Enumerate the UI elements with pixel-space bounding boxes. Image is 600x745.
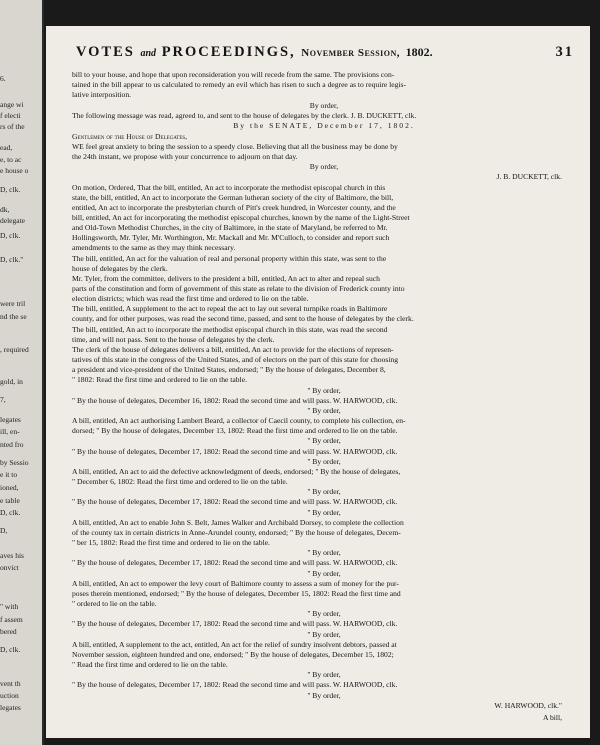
text-line: " By order, — [307, 387, 341, 395]
margin-fragment: f electi — [0, 111, 21, 120]
margin-fragment: ange wi — [0, 100, 24, 109]
head-title-votes: VOTES — [76, 44, 135, 60]
margin-fragment: ioned, — [0, 483, 19, 492]
text-line: parts of the constitution and form of government of this state as relate to the division of Frederick county into — [72, 285, 405, 293]
margin-fragment: e table — [0, 496, 20, 505]
margin-fragment: " with — [0, 602, 19, 611]
text-line: tained in the bill appear to us calculated to remedy an evil which has risen to such a degree as to require legis- — [72, 81, 407, 89]
margin-fragment: e it to — [0, 470, 18, 479]
margin-fragment: e house o — [0, 166, 29, 175]
text-line: WE feel great anxiety to bring the session to a speedy close. Believing that all the business may be done by — [72, 143, 398, 151]
text-line: November session, eighteen hundred and one, endorsed; " By the house of delegates, December 15, 1802; — [72, 651, 394, 659]
text-line: " ber 15, 1802: Read the first time and ordered to lie on the table. — [72, 539, 270, 547]
margin-fragment: gold, in — [0, 377, 23, 386]
text-line: By order, — [309, 163, 339, 171]
margin-fragment: nd the se — [0, 312, 27, 321]
text-line: Mr. Tyler, from the committee, delivers to the president a bill, entitled, An act to alter and repeal such — [72, 275, 380, 283]
margin-fragment: D, — [0, 526, 8, 535]
text-line: time, and will not pass. Sent to the house of delegates by the clerk. — [72, 336, 275, 344]
text-line: " By the house of delegates, December 17, 1802: Read the second time and will pass. W. HARWOOD, clk. — [72, 498, 398, 506]
margin-fragment: 6. — [0, 74, 6, 83]
text-line: " By the house of delegates, December 17, 1802: Read the second time and will pass. W. HARWOOD, clk. — [72, 448, 398, 456]
text-line: Gentlemen of the House of Delegates, — [72, 133, 188, 141]
text-line: " By order, — [307, 610, 341, 618]
text-line: The following message was read, agreed to, and sent to the house of delegates by the clerk. J. B. DUCKETT, clk. — [72, 112, 417, 120]
head-title-proceedings: PROCEEDINGS, — [161, 44, 296, 60]
text-line: " December 6, 1802: Read the first time and ordered to lie on the table. — [72, 478, 288, 486]
margin-fragment: by Sessio — [0, 458, 29, 467]
margin-fragment: legates — [0, 415, 21, 424]
margin-fragment: D, clk. — [0, 231, 21, 240]
text-line: " By the house of delegates, December 16, 1802: Read the second time and will pass. W. HARWOOD, clk. — [72, 397, 398, 405]
text-line: bill to your house, and hope that upon reconsideration you will recede from the same. The provisions con- — [72, 71, 395, 79]
text-line: By order, — [309, 102, 339, 110]
text-line: " By order, — [307, 671, 341, 679]
text-line: A bill, entitled, A supplement to the act, entitled, An act for the relief of sundry insolvent debtors, passed at — [72, 641, 397, 649]
text-line: " By the house of delegates, December 17, 1802: Read the second time and will pass. W. HARWOOD, clk. — [72, 620, 398, 628]
margin-fragment: D, clk. — [0, 185, 21, 194]
margin-fragment: uction — [0, 691, 19, 700]
text-line: " By the house of delegates, December 17, 1802: Read the second time and will pass. W. HARWOOD, clk. — [72, 681, 398, 689]
margin-fragment: e, to ac — [0, 155, 22, 164]
text-line: " By order, — [307, 631, 341, 639]
text-line: A bill, entitled, An act authorising Lambert Beard, a collector of Caecil county, to complete his collection, en- — [72, 417, 406, 425]
text-line: a president and vice-president of the United States, endorsed; " By the house of delegates, December 8, — [72, 366, 386, 374]
text-line: " By order, — [307, 549, 341, 557]
text-line: " ordered to lie on the table. — [72, 600, 157, 608]
text-line: On motion, Ordered, That the bill, entitled, An act to incorporate the methodist episcopal church in this — [72, 184, 386, 192]
running-head — [76, 44, 574, 64]
text-line: and Old-Town Methodist Churches, in the city of Baltimore, in the state of Maryland, be referred to Mr. — [72, 224, 388, 232]
text-line: The clerk of the house of delegates delivers a bill, entitled, An act to provide for the elections of represen- — [72, 346, 394, 354]
margin-fragment: dk, — [0, 205, 10, 214]
head-title-and: and — [140, 48, 157, 59]
text-line: " 1802: Read the first time and ordered to lie on the table. — [72, 376, 247, 384]
text-line: dorsed; " By the house of delegates, December 13, 1802: Read the first time and ordered to lie on the table. — [72, 427, 398, 435]
margin-fragment: nted fro — [0, 440, 24, 449]
adjacent-page-margin — [0, 0, 44, 745]
margin-fragment: D, clk. — [0, 508, 21, 517]
text-line: " Read the first time and ordered to lie on the table. — [72, 661, 228, 669]
text-line: A bill, entitled, An act to empower the levy court of Baltimore county to assess a sum of money for the pur- — [72, 580, 399, 588]
head-session: November Session, — [301, 47, 401, 59]
margin-fragment: D, clk. — [0, 645, 21, 654]
text-line: The bill, entitled, A supplement to the act to repeal the act to lay out several turnpike roads in Baltimore — [72, 305, 388, 313]
text-line: tatives of this state in the congress of the United States, and of electors on the part of this state for choosing — [72, 356, 399, 364]
text-line: " By order, — [307, 692, 341, 700]
head-year: 1802. — [405, 45, 433, 59]
margin-fragment: legates — [0, 703, 21, 712]
text-line: " By order, — [307, 437, 341, 445]
text-line: Hollingsworth, Mr. Tyler, Mr. Worthington, Mr. Mackall and Mr. M'Culloch, to consider and report such — [72, 234, 390, 242]
text-line: amendments to the same as they may think necessary. — [72, 244, 236, 252]
text-line: county, and for other purposes, was read the second time, passed, and sent to the house of delegates by the clerk. — [72, 315, 414, 323]
margin-fragment: onvict — [0, 563, 19, 572]
text-line: election districts; which was read the first time and ordered to lie on the table. — [72, 295, 309, 303]
text-line: " By order, — [307, 407, 341, 415]
document-page — [46, 26, 590, 738]
text-line: entitled, An act to incorporate the presbyterian church of Pitt's creek hundred, in Worcester county, and the — [72, 204, 396, 212]
text-line: of the county tax in certain districts in Anne-Arundel county, endorsed; " By the house of delegates, Decem- — [72, 529, 401, 537]
text-line: A bill, entitled, An act to aid the defective acknowledgment of deeds, endorsed; " By the house of delegates, — [72, 468, 401, 476]
margin-fragment: ill, en- — [0, 427, 20, 436]
text-line: lative interposition. — [72, 91, 132, 99]
text-line: state, the bill, entitled, An act to incorporate the German lutheran society of the city of Baltimore, the bill, — [72, 194, 394, 202]
margin-fragment: rs of the — [0, 122, 25, 131]
text-line: J. B. DUCKETT, clk. — [496, 173, 562, 181]
text-line: W. HARWOOD, clk." — [494, 702, 562, 710]
text-line: " By the house of delegates, December 17, 1802: Read the second time and will pass. W. HARWOOD, clk. — [72, 559, 398, 567]
text-line: the 24th instant, we propose with your concurrence to adjourn on that day. — [72, 153, 298, 161]
margin-fragment: 7, — [0, 395, 6, 404]
text-line: poses therein mentioned, endorsed; " By the house of delegates, December 15, 1802: Read the first time and — [72, 590, 401, 598]
margin-fragment: vent th — [0, 679, 21, 688]
text-line: By the SENATE, December 17, 1802. — [233, 122, 415, 130]
margin-fragment: delegate — [0, 216, 25, 225]
margin-fragment: ead, — [0, 143, 13, 152]
margin-fragment: f assem — [0, 615, 23, 624]
text-line: " By order, — [307, 458, 341, 466]
margin-fragment: aves his — [0, 551, 24, 560]
margin-fragment: were tril — [0, 299, 26, 308]
text-line: " By order, — [307, 509, 341, 517]
text-line: A bill, — [543, 714, 562, 722]
text-line: The bill, entitled, An act for the valuation of real and personal property within this state, was sent to the — [72, 255, 387, 263]
margin-fragment: D, clk." — [0, 255, 24, 264]
margin-fragment: bered — [0, 627, 17, 636]
text-line: The bill, entitled, An act to incorporate the methodist episcopal church in this state, was read the second — [72, 326, 388, 334]
text-line: " By order, — [307, 570, 341, 578]
text-line: " By order, — [307, 488, 341, 496]
text-line: bill, entitled, An act for incorporating the methodist episcopal churches, known by the name of the Light-Street — [72, 214, 410, 222]
page-number: 31 — [555, 44, 574, 60]
text-line: A bill, entitled, An act to enable John S. Belt, James Walker and Archibald Dorsey, to complete the collection — [72, 519, 404, 527]
margin-fragment: , required — [0, 345, 29, 354]
text-line: house of delegates by the clerk. — [72, 265, 168, 273]
